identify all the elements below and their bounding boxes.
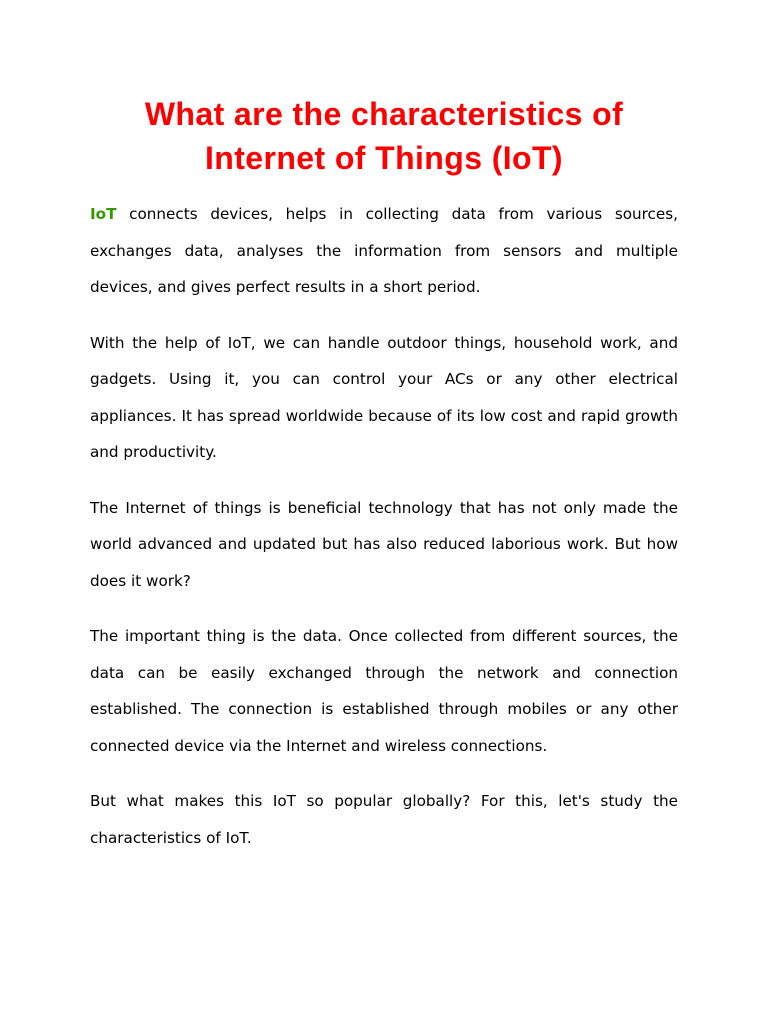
paragraph-intro	[90, 196, 678, 306]
paragraph-popularity: But what makes this IoT so popular globally? For this, let's study the characteristics of IoT.	[90, 792, 678, 847]
paragraph-benefits: The Internet of things is beneficial technology that has not only made the world advanced and updated but has also reduced laborious work. But how does it work?	[90, 498, 678, 590]
paragraph-data: The important thing is the data. Once collected from different sources, the data can be easily exchanged through the network and connection established. The connection is established through mobiles or any other connected device via the Internet and wireless connections.	[90, 627, 678, 755]
paragraph-intro-text: connects devices, helps in collecting data from various sources, exchanges data, analyses the information from sensors and multiple devices, and gives perfect results in a short period.	[90, 205, 678, 296]
paragraph-uses: With the help of IoT, we can handle outdoor things, household work, and gadgets. Using it, you can control your ACs or any other electrical appliances. It has spread worldwide because of its low cost and rapid growth and productivity.	[90, 333, 678, 461]
page-title: What are the characteristics of Internet of Things (IoT)	[144, 96, 624, 176]
iot-keyword: IoT	[90, 205, 117, 223]
document-body	[90, 196, 678, 856]
